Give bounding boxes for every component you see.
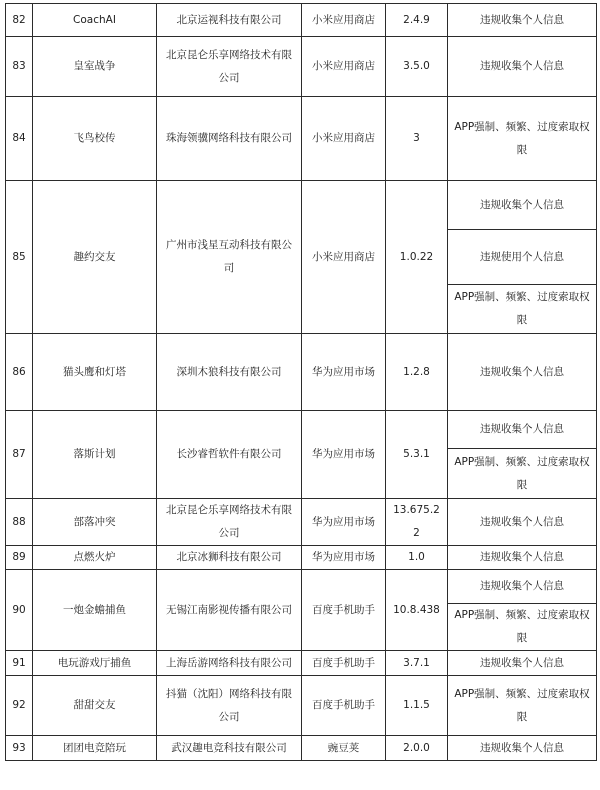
table-row — [6, 499, 597, 546]
violation-type: 违规收集个人信息 — [448, 181, 597, 230]
app-store: 华为应用市场 — [302, 411, 386, 499]
table-row — [6, 651, 597, 676]
app-name: 电玩游戏厅捕鱼 — [33, 651, 157, 676]
violation-type: 违规收集个人信息 — [448, 651, 597, 676]
row-number: 91 — [6, 651, 33, 676]
app-name: 猫头鹰和灯塔 — [33, 334, 157, 411]
app-name: 皇室战争 — [33, 37, 157, 97]
row-number: 84 — [6, 97, 33, 181]
app-version: 3.5.0 — [386, 37, 448, 97]
app-store: 小米应用商店 — [302, 97, 386, 181]
app-store: 百度手机助手 — [302, 651, 386, 676]
row-number: 89 — [6, 546, 33, 570]
violation-type: 违规收集个人信息 — [448, 570, 597, 604]
violation-type: APP强制、频繁、过度索取权限 — [448, 97, 597, 181]
app-version: 1.0.22 — [386, 181, 448, 334]
company-name: 上海岳游网络科技有限公司 — [157, 651, 302, 676]
company-name: 长沙睿哲软件有限公司 — [157, 411, 302, 499]
app-name: 趣约交友 — [33, 181, 157, 334]
app-version: 1.1.5 — [386, 676, 448, 736]
app-store: 豌豆荚 — [302, 736, 386, 761]
violation-type: APP强制、频繁、过度索取权限 — [448, 604, 597, 651]
company-name: 武汉趣电竞科技有限公司 — [157, 736, 302, 761]
app-version: 2.4.9 — [386, 4, 448, 37]
app-version: 3.7.1 — [386, 651, 448, 676]
row-number: 86 — [6, 334, 33, 411]
company-name: 北京冰狮科技有限公司 — [157, 546, 302, 570]
app-version: 2.0.0 — [386, 736, 448, 761]
violation-type: APP强制、频繁、过度索取权限 — [448, 285, 597, 334]
company-name: 深圳木狼科技有限公司 — [157, 334, 302, 411]
violation-type: APP强制、频繁、过度索取权限 — [448, 676, 597, 736]
table-row — [6, 411, 597, 449]
app-version: 3 — [386, 97, 448, 181]
app-violation-table — [5, 3, 597, 761]
app-name: 落斯计划 — [33, 411, 157, 499]
app-version: 1.0 — [386, 546, 448, 570]
violation-type: 违规收集个人信息 — [448, 37, 597, 97]
app-name: 部落冲突 — [33, 499, 157, 546]
company-name: 北京运视科技有限公司 — [157, 4, 302, 37]
app-store: 华为应用市场 — [302, 546, 386, 570]
violation-type: 违规收集个人信息 — [448, 334, 597, 411]
violation-type: 违规收集个人信息 — [448, 411, 597, 449]
company-name: 无锡江南影视传播有限公司 — [157, 570, 302, 651]
company-name: 广州市浅星互动科技有限公司 — [157, 181, 302, 334]
table-row — [6, 676, 597, 736]
app-version: 5.3.1 — [386, 411, 448, 499]
app-name: CoachAI — [33, 4, 157, 37]
company-name: 北京昆仑乐享网络技术有限公司 — [157, 37, 302, 97]
row-number: 90 — [6, 570, 33, 651]
table-body — [6, 4, 597, 761]
app-name: 团团电竞陪玩 — [33, 736, 157, 761]
violation-type: 违规收集个人信息 — [448, 546, 597, 570]
app-name: 飞鸟校传 — [33, 97, 157, 181]
row-number: 82 — [6, 4, 33, 37]
app-version: 10.8.438 — [386, 570, 448, 651]
row-number: 83 — [6, 37, 33, 97]
app-store: 小米应用商店 — [302, 4, 386, 37]
table-row — [6, 181, 597, 230]
row-number: 85 — [6, 181, 33, 334]
row-number: 87 — [6, 411, 33, 499]
app-version: 1.2.8 — [386, 334, 448, 411]
violation-type: 违规收集个人信息 — [448, 4, 597, 37]
app-store: 百度手机助手 — [302, 570, 386, 651]
app-store: 华为应用市场 — [302, 334, 386, 411]
app-name: 点燃火炉 — [33, 546, 157, 570]
app-store: 小米应用商店 — [302, 37, 386, 97]
table-row — [6, 97, 597, 181]
violation-type: 违规收集个人信息 — [448, 499, 597, 546]
table-row — [6, 570, 597, 604]
company-name: 珠海领骥网络科技有限公司 — [157, 97, 302, 181]
row-number: 88 — [6, 499, 33, 546]
company-name: 抖猫（沈阳）网络科技有限公司 — [157, 676, 302, 736]
row-number: 93 — [6, 736, 33, 761]
app-version: 13.675.22 — [386, 499, 448, 546]
table-row — [6, 736, 597, 761]
violation-type: 违规使用个人信息 — [448, 230, 597, 285]
table-row — [6, 334, 597, 411]
table-row — [6, 546, 597, 570]
row-number: 92 — [6, 676, 33, 736]
app-name: 一炮金蟾捕鱼 — [33, 570, 157, 651]
company-name: 北京昆仑乐享网络技术有限公司 — [157, 499, 302, 546]
violation-type: 违规收集个人信息 — [448, 736, 597, 761]
app-store: 小米应用商店 — [302, 181, 386, 334]
table-row — [6, 4, 597, 37]
table-row — [6, 37, 597, 97]
app-store: 华为应用市场 — [302, 499, 386, 546]
violation-type: APP强制、频繁、过度索取权限 — [448, 449, 597, 499]
app-store: 百度手机助手 — [302, 676, 386, 736]
app-name: 甜甜交友 — [33, 676, 157, 736]
